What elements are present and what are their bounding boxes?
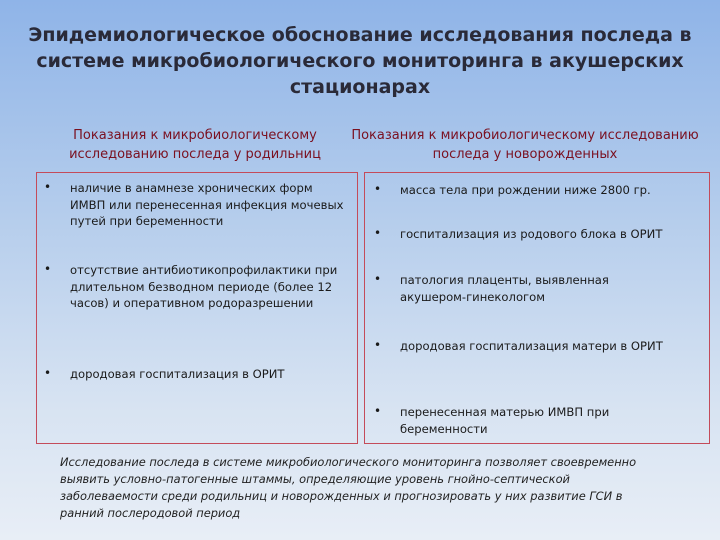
right-item-2: госпитализация из родового блока в ОРИТ [400, 227, 663, 241]
right-column-heading: Показания к микробиологическому исследованию последа у новорожденных [351, 128, 699, 162]
right-item-5: перенесенная матерью ИМВП при беременности [400, 405, 610, 436]
bullet-marker: • [374, 226, 382, 240]
bullet-marker: • [374, 272, 382, 286]
bullet-marker: • [44, 262, 52, 276]
slide-title: Эпидемиологическое обоснование исследования последа в системе микробиологического мониторинга в акушерских стационарах [28, 24, 692, 98]
left-column-heading: Показания к микробиологическому исследованию последа у родильниц [69, 128, 321, 162]
left-item-1: наличие в анамнезе хронических форм ИМВП или перенесенная инфекция мочевых путей при беременности [70, 181, 344, 228]
right-item-4: дородовая госпитализация матери в ОРИТ [400, 339, 663, 353]
bullet-marker: • [374, 404, 382, 418]
bullet-marker: • [44, 180, 52, 194]
conclusion-text: Исследование последа в системе микробиологического мониторинга позволяет своевременно выявить условно-патогенные штаммы, определяющие уровень гнойно-септической заболеваемости среди родильниц и новорожденных и прогнозировать у них развитие ГСИ в ранний послеродовой период [60, 455, 637, 520]
right-item-1: масса тела при рождении ниже 2800 гр. [400, 183, 651, 197]
bullet-marker: • [44, 366, 52, 380]
left-item-3: дородовая госпитализация в ОРИТ [70, 367, 285, 381]
right-item-3: патология плаценты, выявленная акушером-гинекологом [400, 273, 609, 304]
bullet-marker: • [374, 338, 382, 352]
bullet-marker: • [374, 182, 382, 196]
left-item-2: отсутствие антибиотикопрофилактики при длительном безводном периоде (более 12 часов) и оперативном родоразрешении [70, 263, 338, 310]
